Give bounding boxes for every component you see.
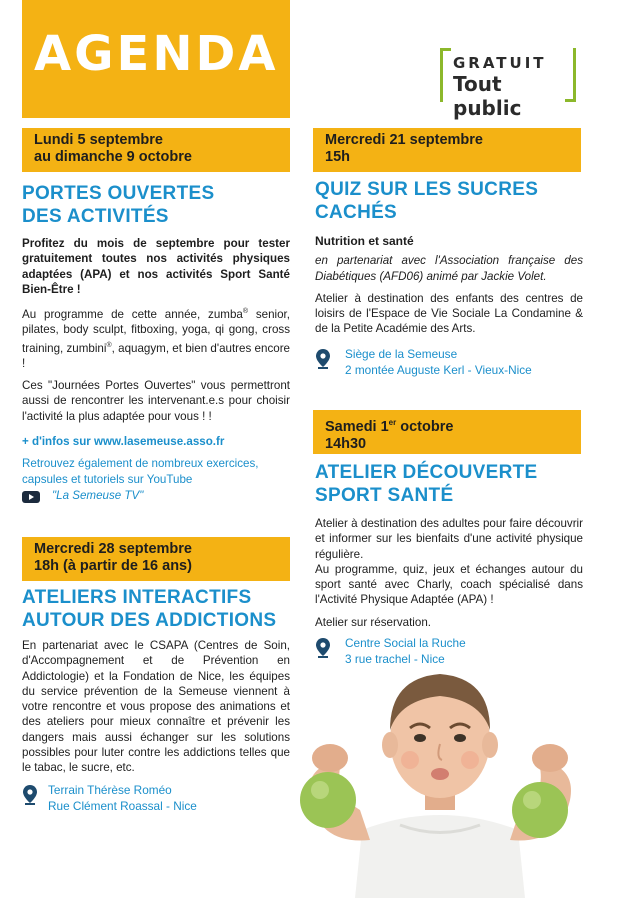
event3-date-day: Samedi 1	[325, 418, 389, 435]
youtube-icon	[22, 491, 40, 503]
event1-body	[22, 236, 290, 505]
event2-date-line2: 15h	[325, 149, 350, 165]
event4-title-line1: ATELIERS INTERACTIFS	[22, 587, 252, 608]
location-pin-icon	[23, 785, 37, 805]
event3-date-month: octobre	[396, 418, 454, 435]
event4-description: En partenariat avec le CSAPA (Centres de Soin, d'Accompagnement et de Prévention en Addictologie) et la Fondation de Nice, les équipes du service prévention de la Semeuse viennent à votre rencontre et vous propose des animations et des ateliers pour mieux connaître et prévenir les dangers mais aussi échanger sur les solutions possibles pour luter contre les addictions telles que le tabac, le sucre, etc.	[22, 639, 290, 775]
event2-date-line1: Mercredi 21 septembre	[325, 132, 483, 148]
event3-description2: Au programme, quiz, jeux et échanges autour du sport santé avec Charly, coach spécialisé dans l'Activité Physique Adaptée (APA) !	[315, 562, 583, 607]
event1-program-c: , aquagym, et bien d'autres encore !	[22, 341, 290, 370]
event1-date-band	[22, 128, 290, 172]
gratuit-label: GRATUIT	[453, 54, 547, 72]
event1-date-line1: Lundi 5 septembre	[34, 132, 163, 148]
event2-partner: en partenariat avec l'Association française des Diabétiques (AFD06) animé par Jackie Volet.	[315, 254, 583, 283]
event1-program-b: senior, pilates, body sculpt, fitboxing, yoga, qi gong, cross training, zumbini	[22, 308, 290, 355]
gratuit-badge	[440, 48, 576, 120]
event3-registration: Atelier sur réservation.	[315, 615, 431, 629]
event2-location-address: 2 montée Auguste Kerl - Vieux-Nice	[345, 363, 532, 377]
event3-location-name: Centre Social la Ruche	[345, 636, 466, 650]
event2-subtitle: Nutrition et santé	[315, 234, 414, 248]
event4-date-line1: Mercredi 28 septembre	[34, 541, 192, 557]
event2-body	[315, 234, 583, 337]
event3-location-address: 3 rue trachel - Nice	[345, 652, 445, 666]
event2-description: Atelier à destination des enfants des centres de loisirs de l'Espace de Vie Sociale La Condamine & de la Petite Académie des Arts.	[315, 291, 583, 336]
tout-public-label: Tout public	[453, 72, 522, 120]
event1-title	[22, 182, 290, 228]
event1-jpo: Ces "Journées Portes Ouvertes" vous permettront aussi de rencontrer les intervenant.e.s pour choisir l'activité la plus adaptée pour vous ! !	[22, 379, 290, 423]
event3-title	[315, 461, 583, 507]
event4-date-line2: 18h (à partir de 16 ans)	[34, 558, 192, 574]
event1-youtube-row[interactable]	[22, 488, 290, 505]
event4-title-line2: AUTOUR DES ADDICTIONS	[22, 610, 277, 631]
event1-title-line2: DES ACTIVITÉS	[22, 206, 169, 227]
child-with-apples-photo	[250, 660, 628, 898]
event1-program	[22, 304, 290, 371]
event2-title	[315, 178, 583, 224]
event1-youtube-text: Retrouvez également de nombreux exercices, capsules et tutoriels sur YouTube	[22, 457, 259, 486]
event3-date-line2: 14h30	[325, 435, 367, 452]
location-pin-icon	[316, 349, 330, 369]
event3-description1: Atelier à destination des adultes pour faire découvrir et informer sur les bienfaits d'une activité physique régulière.	[315, 517, 583, 561]
event1-program-a: Au programme de cette année, zumba	[22, 308, 243, 322]
event2-date-band	[313, 128, 581, 172]
event2-title-line2: CACHÉS	[315, 202, 398, 223]
location-pin-icon	[316, 638, 330, 658]
event4-date-band	[22, 537, 290, 581]
event2-title-line1: QUIZ SUR LES SUCRES	[315, 179, 539, 200]
event2-location	[315, 346, 583, 382]
event4-location-address: Rue Clément Roassal - Nice	[48, 799, 197, 813]
event3-title-line1: ATELIER DÉCOUVERTE	[315, 462, 538, 483]
event1-website-link[interactable]: + d'infos sur www.lasemeuse.asso.fr	[22, 434, 225, 448]
event1-youtube-channel[interactable]: "La Semeuse TV"	[52, 488, 144, 502]
event4-title	[22, 586, 292, 632]
registered-mark: ®	[242, 308, 249, 316]
page-title: AGENDA	[34, 26, 279, 82]
event1-date-line2: au dimanche 9 octobre	[34, 149, 192, 165]
event3-date-band	[313, 410, 581, 454]
event3-body	[315, 516, 583, 630]
event4-location-name: Terrain Thérèse Roméo	[48, 783, 172, 797]
event2-location-name: Siège de la Semeuse	[345, 347, 458, 361]
event3-date-line1	[325, 414, 581, 436]
event3-date-sup: er	[388, 418, 397, 427]
event1-intro: Profitez du mois de septembre pour tester gratuitement toutes nos activités physiques adaptées (APA) et nos activités Sport Santé Bien-Être !	[22, 237, 290, 296]
event1-title-line1: PORTES OUVERTES	[22, 183, 215, 204]
event3-title-line2: SPORT SANTÉ	[315, 485, 454, 506]
registered-mark: ®	[106, 341, 112, 349]
